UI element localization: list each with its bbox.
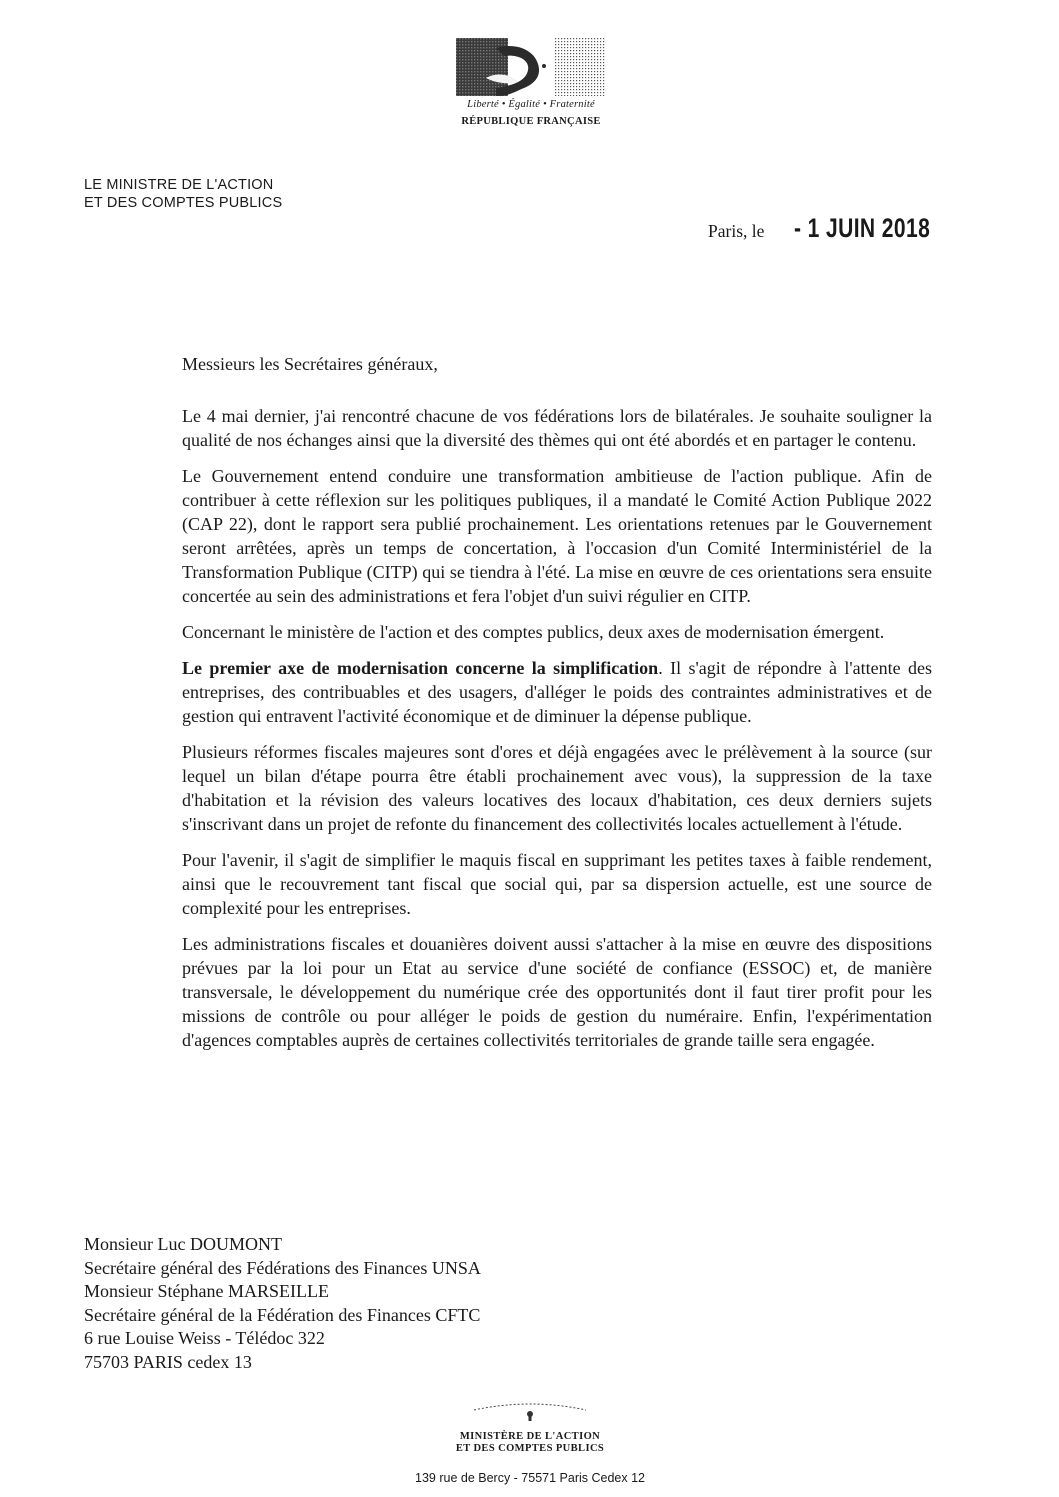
paragraph-6: Pour l'avenir, il s'agit de simplifier le maquis fiscal en supprimant les petites taxes à faible rendement, ainsi que le recouvrement tant fiscal que social qui, par sa dispersion actuelle, est une source de complexité pour les entreprises.: [182, 850, 932, 918]
republique-francaise-label: RÉPUBLIQUE FRANÇAISE: [461, 116, 601, 127]
recipient-line: 6 rue Louise Weiss - Télédoc 322: [84, 1328, 325, 1348]
date-prefix: Paris, le: [708, 221, 765, 241]
paragraph-5: Plusieurs réformes fiscales majeures sont d'ores et déjà engagées avec le prélèvement à la source (sur lequel un bilan d'étape pourra être établi prochainement avec vous), la suppression de la taxe d'habitation et la révision des valeurs locatives des locaux d'habitation, ces deux derniers sujets s'inscrivant dans un projet de refonte du financement des collectivités locales actuellement à l'étude.: [182, 742, 932, 834]
ministry-title: [400, 1431, 660, 1455]
paragraph-1: Le 4 mai dernier, j'ai rencontré chacune de vos fédérations lors de bilatérales. Je souhaite souligner la qualité de nos échanges ainsi que la diversité des thèmes qui ont été abordés et en partager le contenu.: [182, 406, 932, 450]
recipient-line: Monsieur Luc DOUMONT: [84, 1234, 282, 1254]
salutation: Messieurs les Secrétaires généraux,: [182, 354, 438, 374]
paragraph-2: Le Gouvernement entend conduire une transformation ambitieuse de l'action publique. Afin de contribuer à cette réflexion sur les politiques publiques, il a mandaté le Comité Action Publique 2022 (CAP 22), dont le rapport sera publié prochainement. Les orientations retenues par le Gouvernement seront arrêtées, après un temps de concertation, à l'occasion d'un Comité Interministériel de la Transformation Publique (CITP) qui se tiendra à l'été. La mise en œuvre de ces orientations sera ensuite concertée au sein des administrations et fera l'objet d'un suivi régulier en CITP.: [182, 466, 932, 606]
ministry-line-2: ET DES COMPTES PUBLICS: [455, 1443, 605, 1454]
recipient-line: Secrétaire général de la Fédération des Finances CFTC: [84, 1304, 481, 1325]
paragraph-4: Le premier axe de modernisation concerne la simplification. Il s'agit de répondre à l'attente des entreprises, des contribuables et des usagers, d'alléger le poids des contraintes administratives et de gestion qui entravent l'activité économique et de diminuer la dépense publique.: [182, 658, 933, 726]
republique-francaise-logo: [456, 38, 606, 127]
paragraph-7: Les administrations fiscales et douanières doivent aussi s'attacher à la mise en œuvre des dispositions prévues par la loi pour un Etat au service d'une société de confiance (ESSOC) et, de manière transversale, le développement du numérique crée des opportunités dont il faut tirer profit pour les missions de contrôle ou pour alléger le poids de gestion du numéraire. Enfin, l'expérimentation d'agences comptables auprès de certaines collectivités territoriales de grande taille sera engagée.: [182, 934, 932, 1050]
recipient-line: Monsieur Stéphane MARSEILLE: [84, 1281, 329, 1301]
sender-line-1: LE MINISTRE DE L'ACTION: [84, 177, 274, 193]
date-stamp: - 1 JUIN 2018: [794, 213, 931, 243]
recipient-line: Secrétaire général des Fédérations des Finances UNSA: [84, 1257, 481, 1278]
marianne-emblem-icon: [456, 38, 606, 96]
paragraph-3: Concernant le ministère de l'action et des comptes publics, deux axes de modernisation émergent.: [182, 622, 885, 642]
sender-header: [84, 176, 282, 212]
recipient-block: [84, 1233, 481, 1374]
footer: [400, 1400, 660, 1485]
motto: Liberté • Égalité • Fraternité: [467, 99, 595, 110]
ministry-address: 139 rue de Bercy - 75571 Paris Cedex 12: [415, 1471, 645, 1485]
letter-body: [182, 404, 932, 1064]
recipient-line: 75703 PARIS cedex 13: [84, 1351, 252, 1372]
paragraph-4-bold: Le premier axe de modernisation concerne la simplification: [182, 658, 659, 678]
ministry-seal-icon: [470, 1400, 590, 1422]
ministry-line-1: MINISTÈRE DE L'ACTION: [459, 1431, 601, 1442]
sender-line-2: ET DES COMPTES PUBLICS: [84, 195, 283, 211]
